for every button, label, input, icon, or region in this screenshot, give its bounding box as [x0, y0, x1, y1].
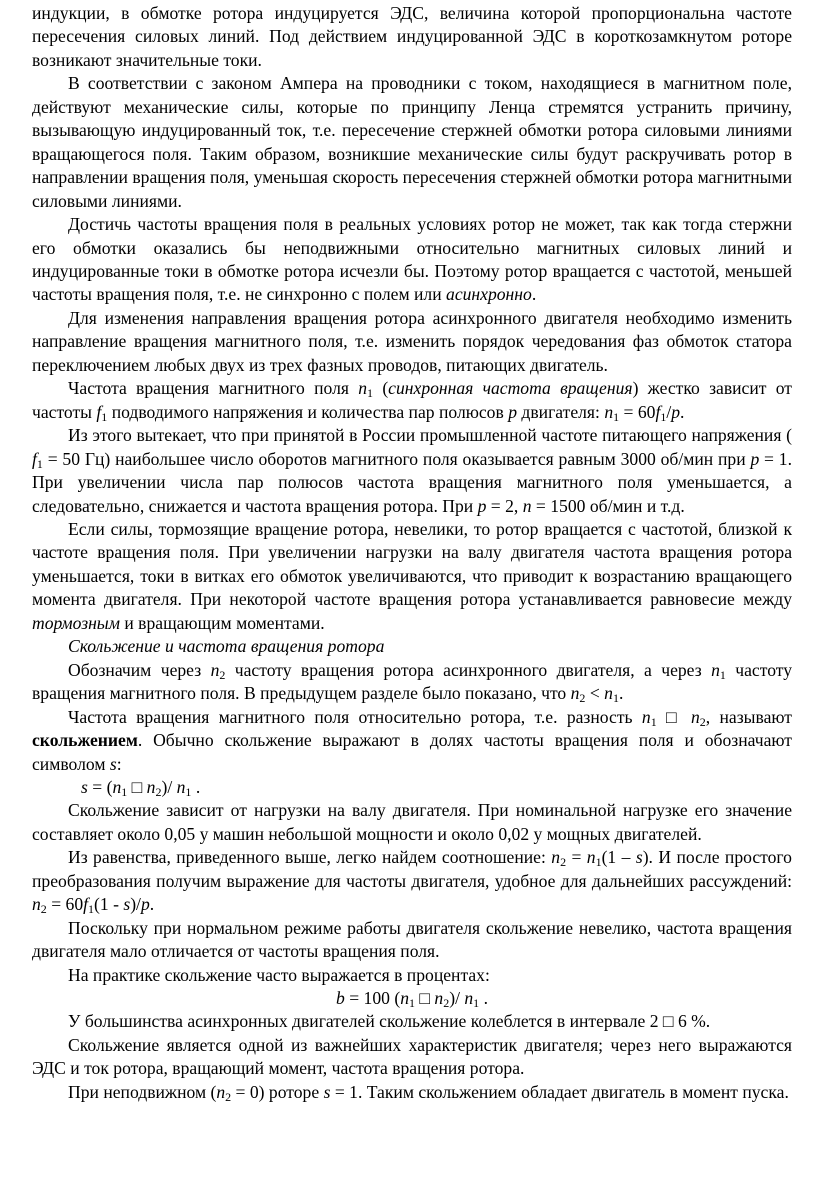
- paragraph: У большинства асинхронных двигателей скольжение колеблется в интервале 2 □ 6 %.: [68, 1011, 711, 1032]
- italic-term: тормозным: [32, 612, 120, 633]
- paragraph: Частота вращения магнитного поля $n_1$ (синхронная частота вращения) жестко зависит от частоты $f_1$ подводимого напряжения и количества пар полюсов p двигателя: $n_1 = 60f_1/p$.: [32, 378, 792, 424]
- paragraph: На практике скольжение часто выражается в процентах:: [68, 964, 490, 985]
- bold-term: скольжением: [32, 730, 138, 751]
- paragraph: Частота вращения магнитного поля относительно ротора, т.е. разность $n_1$ □ $n_2$, называют скольжением. Обычно скольжение выражают в долях частоты вращения поля и обозначают символом s:: [32, 706, 792, 774]
- italic-term: синхронная частота вращения: [388, 378, 633, 399]
- paragraph: Обозначим через $n_2$ частоту вращения ротора асинхронного двигателя, а через $n_1$ частоту вращения магнитного поля. В предыдущем разделе было показано, что $n_2 < n_1$.: [32, 659, 793, 706]
- paragraph: При неподвижном $(n_2 = 0)$ роторе s = 1. Таким скольжением обладает двигатель в момент пуска.: [68, 1081, 789, 1104]
- paragraph: Достичь частоты вращения поля в реальных условиях ротор не может, так как тогда стержни его обмотки оказались бы неподвижными относительно магнитных силовых линий и индуцированные токи в обмотке ротора исчезли бы. Поэтому ротор вращается с частотой, меньшей частоты вращения поля, т.е. не синхронно с полем или асинхронно.: [32, 214, 792, 305]
- formula-slip-percent: b = 100 ($n_1$ □ $n_2)/$ $n_1$ .: [336, 988, 488, 1011]
- paragraph: Если силы, тормозящие вращение ротора, невелики, то ротор вращается с частотой, близкой к частоте вращения поля. При увеличении нагрузки на валу двигателя частота вращения ротора уменьшается, токи в витках его обмоток увеличиваются, что приводит к возрастанию вращающего момента двигателя. При некоторой частоте вращения ротора устанавливается равновесие между тормозным и вращающим моментами.: [32, 518, 792, 633]
- paragraph: Скольжение является одной из важнейших характеристик двигателя; через него выражаются ЭДС и ток ротора, вращающий момент, частота вращения ротора.: [32, 1034, 792, 1079]
- section-heading: Скольжение и частота вращения ротора: [68, 636, 385, 657]
- italic-term: асинхронно: [446, 284, 532, 305]
- paragraph: индукции, в обмотке ротора индуцируется ЭДС, величина которой пропорциональна частоте пересечения силовых линий. Под действием индуцированной ЭДС в короткозамкнутом роторе возникают значительные токи.: [32, 3, 792, 70]
- paragraph: В соответствии с законом Ампера на проводники с током, находящиеся в магнитном поле, действуют механические силы, которые по принципу Ленца стремятся устранить причину, вызывающую индуцированный ток, т.е. пересечение стержней обмотки ротора силовыми линиями вращающегося поля. Таким образом, возникшие механические силы будут раскручивать ротор в направлении вращения поля, уменьшая скорость пересечения стержней обмотки ротора магнитными силовыми линиями.: [32, 73, 792, 211]
- paragraph: Из равенства, приведенного выше, легко найдем соотношение: $n_2 = n_1(1 - s)$. И после простого преобразования получим выражение для частоты двигателя, удобное для дальнейших рассуждений: $n_2 = 60f_1(1 - s)/p$.: [32, 847, 792, 917]
- paragraph: Для изменения направления вращения ротора асинхронного двигателя необходимо изменить направление вращения магнитного поля, т.е. изменить порядок чередования фаз обмоток статора переключением любых двух из трех фазных проводов, питающих двигатель.: [32, 307, 792, 375]
- paragraph: Из этого вытекает, что при принятой в России промышленной частоте питающего напряжения ( $f_1 = 50$ Гц) наибольшее число оборотов магнитного поля оказывается равным 3000 об/мин при p = 1. При увеличении числа пар полюсов частота вращения магнитного поля уменьшается, а следовательно, снижается и частота вращения ротора. При p = 2, n = 1500 об/мин и т.д.: [32, 425, 792, 516]
- paragraph: Скольжение зависит от нагрузки на валу двигателя. При номинальной нагрузке его значение составляет около 0,05 у машин небольшой мощности и около 0,02 у мощных двигателей.: [32, 800, 792, 844]
- paragraph: Поскольку при нормальном режиме работы двигателя скольжение невелико, частота вращения двигателя мало отличается от частоты вращения поля.: [32, 917, 792, 962]
- formula-slip: $s = (n_1$ □ $n_2)/$ $n_1$ .: [81, 776, 201, 799]
